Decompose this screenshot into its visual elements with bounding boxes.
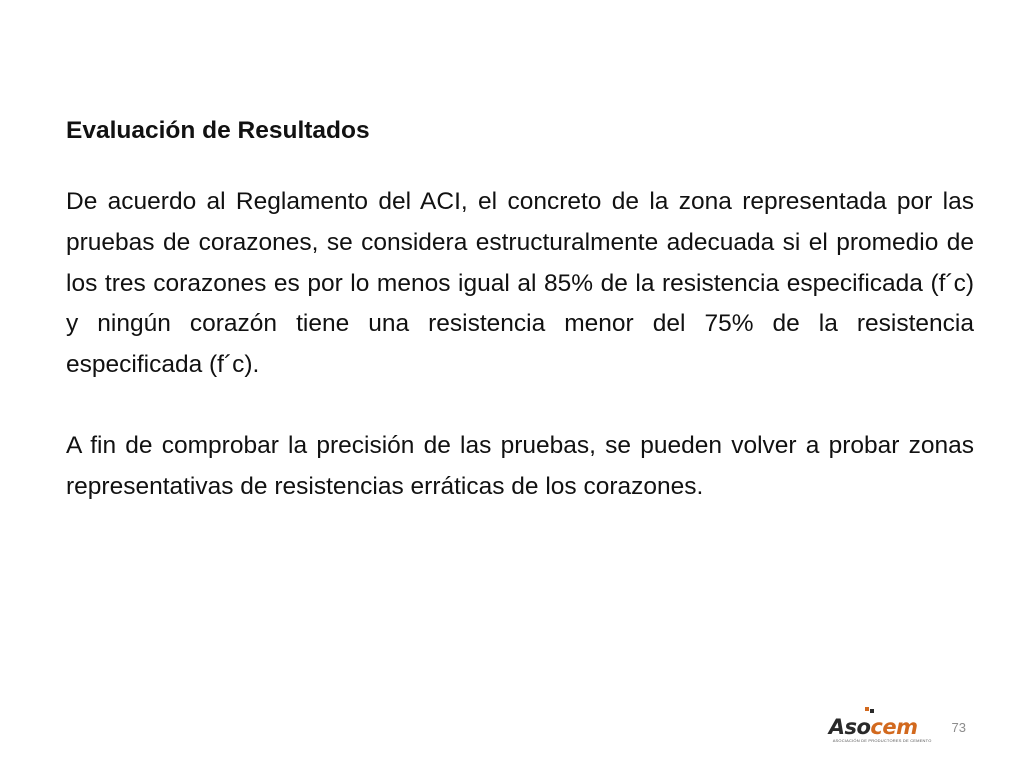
slide-title: Evaluación de Resultados xyxy=(66,117,370,144)
slide-body xyxy=(66,114,974,548)
slide-footer xyxy=(829,716,966,743)
page-number: 73 xyxy=(951,720,966,735)
asocem-logo xyxy=(829,716,932,743)
logo-wordmark xyxy=(829,716,918,738)
logo-part-so: so xyxy=(844,715,871,739)
logo-tagline: ASOCIACIÓN DE PRODUCTORES DE CEMENTO xyxy=(832,738,932,743)
logo-part-cem: cem xyxy=(870,715,918,739)
paragraph-aci-criteria: De acuerdo al Reglamento del ACI, el concreto de la zona representada por las pruebas de corazones, se considera estructuralmente adecuada si el promedio de los tres corazones es por lo menos igual al 85% de la resistencia especificada (f´c) y ningún corazón tiene una resistencia menor del 75% de la resistencia especificada (f´c). xyxy=(66,188,974,379)
logo-part-a: A xyxy=(828,715,845,739)
paragraph-retest: A fin de comprobar la precisión de las pruebas, se pueden volver a probar zonas representativas de resistencias erráticas de los corazones. xyxy=(66,431,974,500)
logo-dots-icon xyxy=(865,707,875,717)
